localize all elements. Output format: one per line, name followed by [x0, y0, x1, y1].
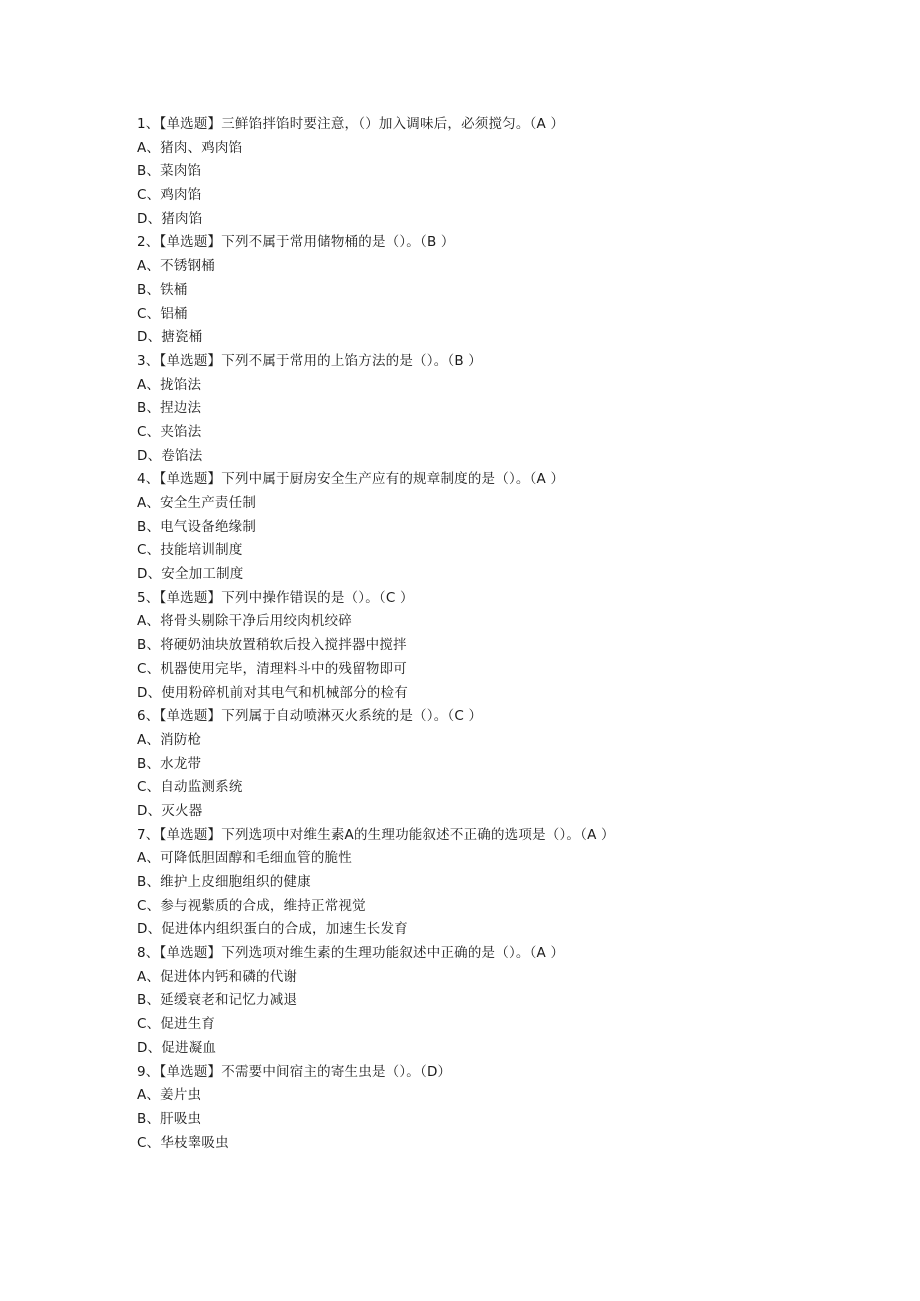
- option-b: B、捏边法: [137, 400, 202, 417]
- option-c: C、参与视紫质的合成，维持正常视觉: [137, 897, 366, 914]
- option-a: A、消防枪: [137, 731, 202, 748]
- question-7: [137, 824, 857, 942]
- option-a: A、拢馅法: [137, 376, 202, 393]
- option-b: B、肝吸虫: [137, 1110, 202, 1127]
- option-c: C、技能培训制度: [137, 542, 243, 559]
- option-a: A、可降低胆固醇和毛细血管的脆性: [137, 850, 352, 867]
- option-c: C、自动监测系统: [137, 779, 243, 796]
- question-stem: 7、【单选题】下列选项中对维生素A的生理功能叙述不正确的选项是（）。（A ）: [137, 826, 615, 843]
- option-d: D、促进凝血: [137, 1039, 217, 1056]
- option-a: A、猪肉、鸡肉馅: [137, 139, 243, 156]
- option-b: B、将硬奶油块放置稍软后投入搅拌器中搅拌: [137, 637, 407, 654]
- question-stem: 6、【单选题】下列属于自动喷淋灭火系统的是（）。（C ）: [137, 708, 483, 725]
- question-stem: 9、【单选题】不需要中间宿主的寄生虫是（）。（D）: [137, 1063, 452, 1080]
- option-b: B、水龙带: [137, 755, 202, 772]
- option-d: D、搪瓷桶: [137, 329, 203, 346]
- question-stem: 8、【单选题】下列选项对维生素的生理功能叙述中正确的是（）。（A ）: [137, 945, 565, 962]
- option-c: C、促进生育: [137, 1016, 216, 1033]
- question-list: [137, 113, 857, 1155]
- option-d: D、使用粉碎机前对其电气和机械部分的检有: [137, 684, 408, 701]
- question-1: [137, 113, 857, 231]
- option-d: D、安全加工制度: [137, 566, 244, 583]
- option-a: A、姜片虫: [137, 1087, 202, 1104]
- option-a: A、将骨头剔除干净后用绞肉机绞碎: [137, 613, 352, 630]
- option-b: B、铁桶: [137, 281, 188, 298]
- question-6: [137, 705, 857, 823]
- option-c: C、夹馅法: [137, 423, 202, 440]
- question-stem: 5、【单选题】下列中操作错误的是（）。（C ）: [137, 589, 414, 606]
- question-8: [137, 942, 857, 1060]
- question-stem: 4、【单选题】下列中属于厨房安全生产应有的规章制度的是（）。（A ）: [137, 471, 565, 488]
- option-b: B、维护上皮细胞组织的健康: [137, 874, 311, 890]
- option-a: A、促进体内钙和磷的代谢: [137, 968, 298, 985]
- option-a: A、安全生产责任制: [137, 495, 257, 511]
- option-d: D、促进体内组织蛋白的合成，加速生长发育: [137, 921, 408, 938]
- option-c: C、鸡肉馅: [137, 187, 202, 204]
- question-stem: 1、【单选题】三鲜馅拌馅时要注意，（）加入调味后，必须搅匀。（A ）: [137, 116, 565, 132]
- option-b: B、菜肉馅: [137, 163, 202, 180]
- question-4: [137, 468, 857, 586]
- option-d: D、卷馅法: [137, 447, 203, 464]
- question-stem: 3、【单选题】下列不属于常用的上馅方法的是（）。（B ）: [137, 352, 482, 369]
- question-stem: 2、【单选题】下列不属于常用储物桶的是（）。（B ）: [137, 234, 455, 251]
- option-b: B、电气设备绝缘制: [137, 518, 257, 535]
- option-d: D、灭火器: [137, 802, 203, 819]
- option-b: B、延缓衰老和记忆力减退: [137, 992, 298, 1009]
- question-9: [137, 1061, 857, 1156]
- option-a: A、不锈钢桶: [137, 258, 215, 275]
- question-2: [137, 231, 857, 349]
- question-3: [137, 350, 857, 468]
- option-c: C、机器使用完毕，清理料斗中的残留物即可: [137, 660, 407, 677]
- option-c: C、铝桶: [137, 305, 188, 322]
- question-5: [137, 587, 857, 705]
- option-d: D、猪肉馅: [137, 210, 203, 227]
- option-c: C、华枝睾吸虫: [137, 1134, 229, 1151]
